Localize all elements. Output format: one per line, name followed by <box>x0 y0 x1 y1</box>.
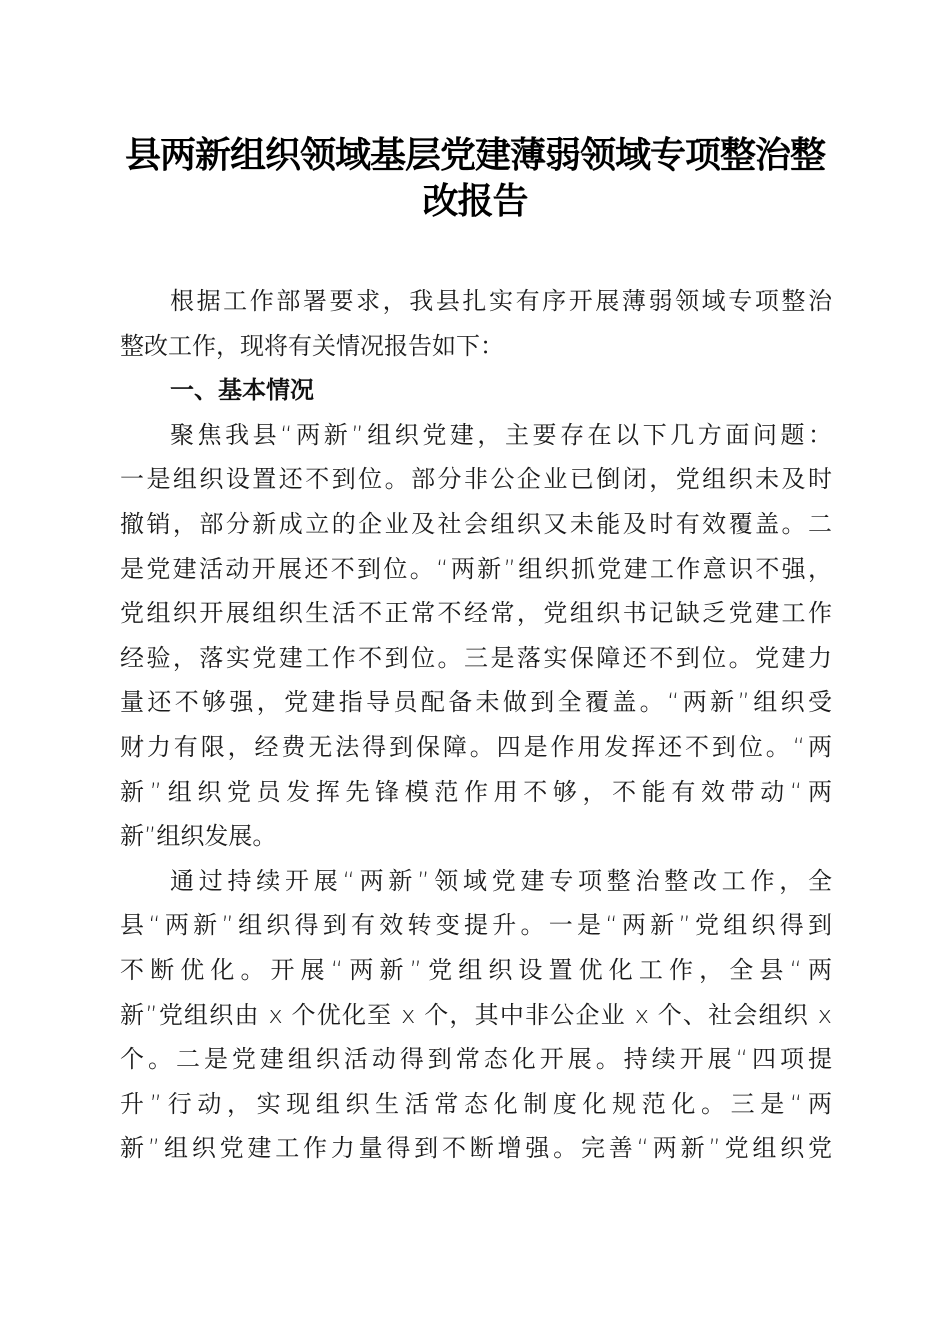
problems-paragraph <box>120 413 832 859</box>
text-line: 一是组织设置还不到位。部分非公企业已倒闭，党组织未及时 <box>120 465 832 494</box>
text-line: 新”组织党员发挥先锋模范作用不够，不能有效带动“两 <box>120 777 832 806</box>
title-line-1: 县两新组织领域基层党建薄弱领域专项整治整 <box>124 134 825 176</box>
text-line: 是党建活动开展还不到位。“两新”组织抓党建工作意识不强， <box>120 554 832 583</box>
text-line: 聚焦我县“两新”组织党建，主要存在以下几方面问题： <box>170 420 832 449</box>
text-line: 通过持续开展“两新”领域党建专项整治整改工作，全 <box>170 866 832 895</box>
text-line: 新”组织发展。 <box>120 822 277 851</box>
document-title <box>100 132 850 224</box>
text-line: 根据工作部署要求，我县扎实有序开展薄弱领域专项整治 <box>170 287 832 315</box>
section-heading: 一、基本情况 <box>170 376 314 405</box>
text-line: 不断优化。开展“两新”党组织设置优化工作，全县“两 <box>120 955 832 984</box>
results-paragraph <box>120 859 832 1171</box>
text-line: 个。二是党建组织活动得到常态化开展。持续开展“四项提 <box>120 1045 832 1074</box>
text-line: 新”党组织由 x 个优化至 x 个，其中非公企业 x 个、社会组织 x <box>120 1000 832 1029</box>
text-line: 新”组织党建工作力量得到不断增强。完善“两新”党组织党 <box>120 1134 832 1163</box>
text-line: 财力有限，经费无法得到保障。四是作用发挥还不到位。“两 <box>120 732 832 761</box>
text-line: 整改工作，现将有关情况报告如下： <box>120 331 504 360</box>
text-line: 经验，落实党建工作不到位。三是落实保障还不到位。党建力 <box>120 643 832 672</box>
intro-paragraph <box>120 279 832 368</box>
text-line: 升”行动，实现组织生活常态化制度化规范化。三是“两 <box>120 1089 832 1118</box>
text-line: 县“两新”组织得到有效转变提升。一是“两新”党组织得到 <box>120 911 832 940</box>
document-body <box>120 279 832 1171</box>
text-line: 党组织开展组织生活不正常不经常，党组织书记缺乏党建工作 <box>120 599 832 628</box>
text-line: 量还不够强，党建指导员配备未做到全覆盖。“两新”组织受 <box>120 688 832 717</box>
section-heading-basic-situation <box>120 368 832 413</box>
title-line-2: 改报告 <box>422 180 528 222</box>
text-line: 撤销，部分新成立的企业及社会组织又未能及时有效覆盖。二 <box>120 509 832 538</box>
